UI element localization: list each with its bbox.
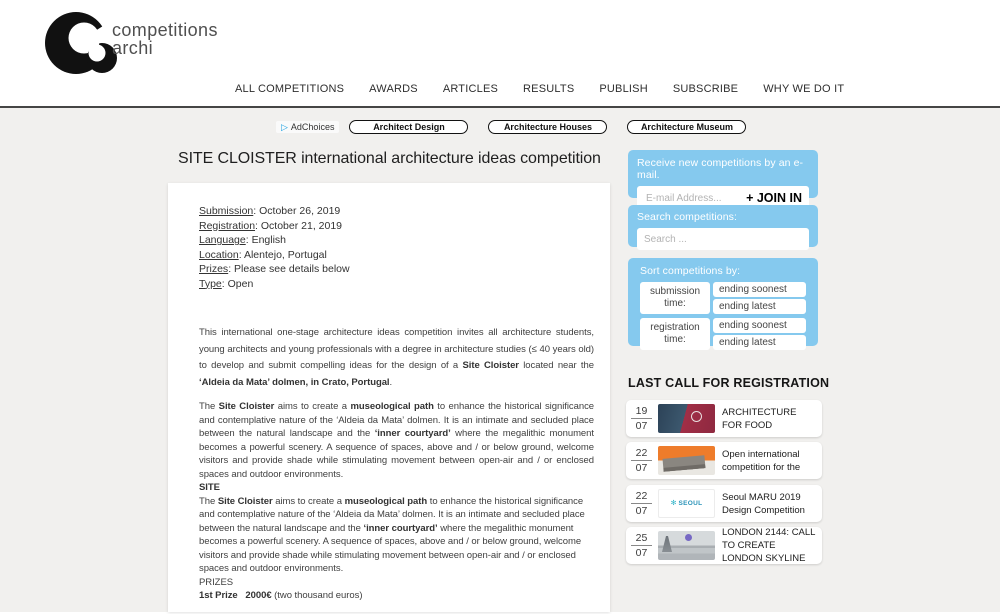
- detail-type: Type : Open: [199, 277, 594, 292]
- competition-title: Seoul MARU 2019 Design Competition: [722, 491, 805, 516]
- detail-prizes: Prizes : Please see details below: [199, 262, 594, 277]
- sort-label-registration-time: registration time:: [640, 318, 710, 350]
- nav-all-competitions[interactable]: ALL COMPETITIONS: [235, 83, 345, 95]
- email-box-heading: Receive new competitions by an e-mail.: [637, 157, 804, 181]
- competition-title: LONDON 2144: CALL TO CREATE LONDON SKYLINE: [722, 527, 816, 564]
- main-nav: [235, 83, 844, 95]
- adchoices[interactable]: [276, 121, 339, 133]
- concept-paragraph: The Site Cloister aims to create a museological path to enhance the historical significance and contemplative nature of the ‘Aldeia da Mata’ dolmen. It is an intimate and secluded place between the natural landscape and the ‘inner courtyard’ where the megalithic monument becomes a powerful scenery. A sequence of spaces, above and / or below ground, welcome visitors and provide shade while stimulating movement between open-air and / or enclosed spaces and outdoor environments.: [199, 401, 595, 480]
- page-body: [0, 108, 1000, 612]
- nav-why-we-do-it[interactable]: WHY WE DO IT: [763, 83, 845, 95]
- last-call-item-london-2144[interactable]: [626, 527, 822, 564]
- sort-box: [628, 258, 818, 346]
- prize-line: 1st Prize 2000€ (two thousand euros): [199, 590, 363, 601]
- competition-thumbnail: [658, 446, 715, 475]
- search-box-heading: Search competitions:: [637, 211, 738, 223]
- competition-thumbnail: [658, 489, 715, 518]
- competition-title: Open international competition for the: [722, 448, 801, 473]
- ad-row: [276, 120, 766, 134]
- last-call-item-architecture-for-food[interactable]: [626, 400, 822, 437]
- competition-thumbnail: [658, 531, 715, 560]
- ad-pill-architecture-houses[interactable]: Architecture Houses: [488, 120, 607, 134]
- ad-pill-architect-design[interactable]: Architect Design: [349, 120, 468, 134]
- logo-word-competitions: competitions: [112, 20, 218, 40]
- logo-word-archi: archi: [112, 38, 154, 58]
- nav-subscribe[interactable]: SUBSCRIBE: [672, 83, 739, 95]
- seoul-logo-icon: ✻: [670, 500, 677, 507]
- detail-submission: Submission : October 26, 2019: [199, 204, 594, 219]
- sort-label-submission-time: submission time:: [640, 282, 710, 314]
- sort-group-registration: [640, 318, 806, 350]
- sort-registration-ending-soonest-button[interactable]: ending soonest: [713, 318, 806, 333]
- nav-results[interactable]: RESULTS: [523, 83, 575, 95]
- competition-details: [199, 204, 594, 291]
- intro-paragraph: This international one-stage architecture ideas competition invites all architecture students, young architects and young professionals with a degree in architecture studies (≤ 40 years old) to develop and submit compelling ideas for the design of a Site Cloister located near the ‘Aldeia da Mata’ dolmen, in Crato, Portugal.: [199, 327, 594, 388]
- join-in-button[interactable]: + JOIN IN: [742, 191, 802, 205]
- nav-publish[interactable]: PUBLISH: [599, 83, 648, 95]
- logo-mark-icon: [40, 6, 122, 80]
- seoul-logo-text: SEOUL: [678, 500, 703, 507]
- prizes-heading: PRIZES: [199, 576, 234, 588]
- site-paragraph: The Site Cloister aims to create a museological path to enhance the historical significance and contemplative nature of the ‘Aldeia da Mata’ dolmen. It is an intimate and secluded place between the natural landscape and the ‘inner courtyard’ where the megalithic monument becomes a powerful scenery. A sequence of spaces, above and / or below ground, welcome visitors and provide shade while stimulating movement between open-air and / or enclosed spaces and outdoor environments.: [199, 495, 585, 574]
- article-card: [168, 183, 610, 612]
- detail-registration: Registration : October 21, 2019: [199, 219, 594, 234]
- ad-pill-architecture-museum[interactable]: Architecture Museum: [627, 120, 746, 134]
- sort-group-submission: [640, 282, 806, 314]
- last-call-item-open-international[interactable]: [626, 442, 822, 479]
- last-call-heading: LAST CALL FOR REGISTRATION: [628, 376, 830, 390]
- last-call-item-seoul-maru[interactable]: [626, 485, 822, 522]
- nav-awards[interactable]: AWARDS: [369, 83, 418, 95]
- competition-title: ARCHITECTURE FOR FOOD: [722, 406, 797, 431]
- logo[interactable]: [40, 6, 218, 80]
- search-input[interactable]: [637, 228, 809, 250]
- deadline-date: 22 07: [631, 490, 652, 517]
- detail-location: Location : Alentejo, Portugal: [199, 248, 594, 263]
- sort-submission-ending-latest-button[interactable]: ending latest: [713, 299, 806, 314]
- detail-language: Language : English: [199, 233, 594, 248]
- nav-articles[interactable]: ARTICLES: [442, 83, 499, 95]
- page-title: SITE CLOISTER international architecture ideas competition: [178, 150, 601, 167]
- email-input[interactable]: [644, 192, 742, 205]
- competition-thumbnail: [658, 404, 715, 433]
- adchoices-icon: ▷: [281, 121, 288, 132]
- sort-registration-ending-latest-button[interactable]: ending latest: [713, 335, 806, 350]
- deadline-date: 25 07: [631, 532, 652, 559]
- adchoices-label: AdChoices: [290, 122, 335, 132]
- email-signup-box: [628, 150, 818, 205]
- search-box: [628, 205, 818, 247]
- sort-submission-ending-soonest-button[interactable]: ending soonest: [713, 282, 806, 297]
- sort-box-heading: Sort competitions by:: [640, 265, 741, 277]
- deadline-date: 22 07: [631, 447, 652, 474]
- site-heading: SITE: [199, 482, 220, 493]
- deadline-date: 19 07: [631, 405, 652, 432]
- site-header: [0, 0, 1000, 108]
